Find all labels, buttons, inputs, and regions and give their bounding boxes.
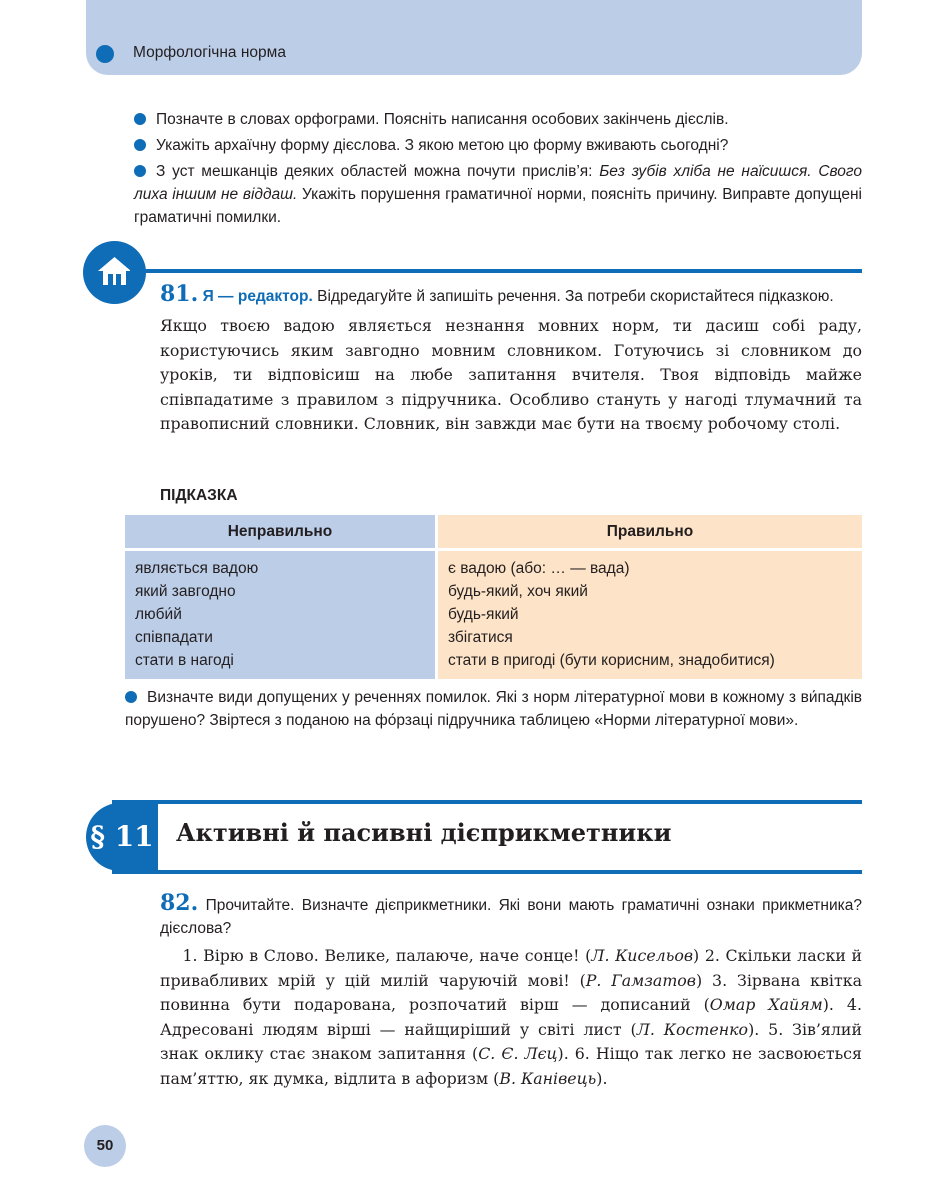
quote-author: Р. Гамзатов (585, 970, 697, 990)
quote-text: ). (596, 1068, 608, 1088)
exercise-instruction: Прочитайте. Визначте дієприкметники. Які вони мають граматичні ознаки прикметника? дієслова? (160, 897, 862, 937)
section-rule-top (112, 800, 862, 804)
exercise-rule (130, 269, 862, 273)
table-cell: стати в нагоді (135, 652, 234, 669)
table-cell: являється вадою (135, 560, 259, 577)
bullet-icon (134, 139, 146, 151)
section-title: Активні й пасивні дієприкметники (176, 818, 672, 847)
bullet-text: Укажіть порушення граматичної норми, поясніть причину. Виправте допущені граматичні помилки. (134, 186, 862, 226)
table-cell: будь-який, хоч який (448, 583, 588, 600)
right-column (438, 551, 862, 679)
bullet-list (134, 108, 862, 232)
quote-text: ). 5. Зів’ялий знак оклику стає знаком запитання ( (160, 1019, 862, 1063)
bullet-text: З уст мешканців деяких областей можна почути прислів’я: (156, 163, 600, 180)
quote-author: В. Канівець (499, 1068, 597, 1088)
exercise-number: 81. (160, 281, 199, 307)
exercise-number: 82. (160, 890, 199, 916)
header-band (86, 0, 862, 75)
bullet-text: Укажіть архаїчну форму дієслова. З якою метою цю форму вживають сьогодні? (156, 137, 729, 154)
table-cell: збігатися (448, 629, 513, 646)
table-body (125, 551, 862, 679)
exercise-text: Якщо твоєю вадою являється незнання мовних норм, ти дасиш собі раду, користуючись яким завгодно мовним словником. Готуючись зі словником до уроків, ти відповісиш на любе запитання вчителя. Твоя відповідь майже співпадатиме з правилом з підручника. Особливо стануть у нагоді тлумачний та правописний словники. Словник, він завжди має бути на твоєму робочому столі. (160, 316, 862, 433)
follow-up-task (125, 686, 862, 732)
exercise-text (160, 944, 862, 1091)
quote-text: ). 6. Ніщо так легко не засвоюється пам’яттю, як думка, відлита в афоризм ( (160, 1044, 862, 1088)
wrong-column (125, 551, 435, 679)
exercise-task (160, 892, 862, 940)
running-header: Морфологічна норма (133, 44, 286, 61)
quote-text: ) 2. Скільки ласки й привабливих мрій у цій милій чаруючій мові! ( (160, 946, 863, 990)
hint-label: ПІДКАЗКА (160, 487, 238, 504)
table-cell: який завгодно (135, 583, 236, 600)
table-cell: будь-який (448, 606, 519, 623)
quote-author: Л. Костенко (636, 1019, 749, 1039)
list-item (134, 134, 862, 157)
quote-text: ). 4. Адресовані людям вірші — найщиріший у світі лист ( (160, 995, 863, 1039)
exercise-81 (160, 283, 862, 437)
section-rule-bottom (112, 870, 862, 874)
exercise-keyword: Я — редактор. (202, 288, 313, 305)
bullet-icon (125, 691, 137, 703)
proverb-text: Без зубів хліба не наїсишся. Свого лиха іншим не віддаш. (134, 163, 862, 203)
table-cell: люби́й (135, 606, 182, 623)
quote-author: С. Є. Лєц (478, 1044, 558, 1063)
bullet-icon (134, 165, 146, 177)
list-item (134, 160, 862, 229)
quote-author: Л. Кисельов (591, 946, 694, 965)
follow-up-text: Визначте види допущених у реченнях помилок. Які з норм літературної мови в кожному з ви́падків порушено? Звіртеся з поданою на фо́рзаці підручника таблицею «Норми літературної мови». (125, 689, 862, 729)
table-header (125, 515, 862, 548)
quote-text: 1. Вірю в Слово. Велике, палаюче, наче сонце! ( (182, 946, 592, 965)
bullet-text: Позначте в словах орфограми. Поясніть написання особових закінчень дієслів. (156, 111, 729, 128)
header-wrong: Неправильно (125, 515, 435, 548)
hint-table (125, 515, 862, 679)
exercise-instruction: Відредагуйте й запишіть речення. За потреби скористайтеся підказкою. (312, 288, 834, 305)
section-badge: § 11 (86, 803, 158, 871)
quote-author: Омар Хайям (709, 995, 823, 1014)
header-right: Правильно (438, 515, 862, 548)
bullet-icon (134, 113, 146, 125)
table-cell: співпадати (135, 629, 213, 646)
header-bullet-icon (96, 45, 114, 63)
quote-text: ) 3. Зірвана квітка повинна бути подарована, розпочатий вірш — дописаний ( (160, 970, 862, 1014)
table-cell: є вадою (або: … — вада) (448, 560, 630, 577)
page-number: 50 (84, 1125, 126, 1167)
table-cell: стати в пригоді (бути корисним, знадобитися) (448, 652, 775, 669)
list-item (134, 108, 862, 131)
exercise-task (160, 283, 862, 308)
exercise-82 (160, 892, 862, 1091)
